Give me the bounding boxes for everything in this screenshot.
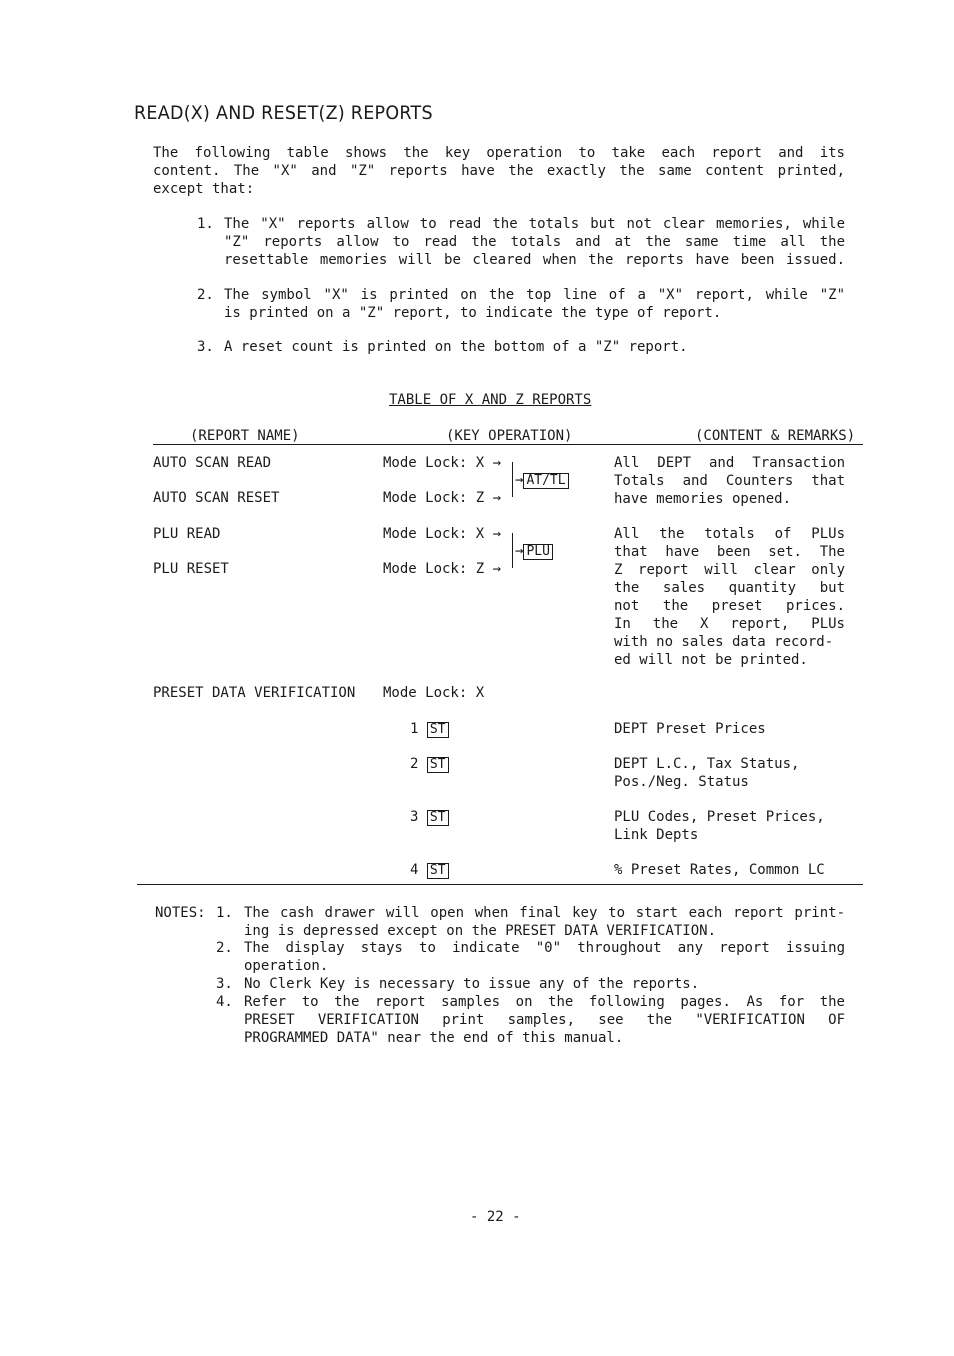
content-plu [614, 525, 845, 669]
list-line: The "X" reports allow to read the totals but not clear memories, while [224, 216, 845, 232]
report-name-plu-read: PLU READ [153, 526, 221, 542]
list-item [197, 215, 845, 269]
list-number: 2. [197, 287, 214, 303]
header-rule [153, 444, 863, 445]
preset-key-2 [410, 755, 449, 773]
st-key-icon: ST [427, 757, 449, 773]
table-title: TABLE OF X AND Z REPORTS [389, 392, 592, 408]
plu-key-icon: PLU [523, 544, 552, 560]
note-item [216, 939, 845, 975]
note-line: The display stays to indicate "0" throughout any report issuing [244, 940, 845, 956]
preset-number: 3 [410, 809, 419, 825]
content-line: All DEPT and Transaction [614, 455, 845, 471]
list-line: The symbol "X" is printed on the top line of a "X" report, while "Z" [224, 287, 845, 303]
preset-number: 2 [410, 756, 419, 772]
content-line: with no sales data record- [614, 634, 834, 650]
preset-content-2 [614, 755, 799, 791]
note-item [216, 975, 845, 993]
content-line: Totals and Counters that [614, 473, 845, 489]
content-line: have memories opened. [614, 491, 792, 507]
key-op-mode-z: Mode Lock: Z → [383, 490, 502, 506]
note-number: 4. [216, 994, 233, 1010]
note-line: PROGRAMMED DATA" near the end of this manual. [244, 1030, 624, 1046]
note-item [216, 993, 845, 1047]
content-line: Z report will clear only [614, 562, 845, 578]
content-line: All the totals of PLUs [614, 526, 845, 542]
content-line: not the preset prices. [614, 598, 845, 614]
list-line: "Z" reports allow to read the totals and at the same time all the [224, 234, 845, 250]
preset-content-1 [614, 720, 766, 738]
content-line: PLU Codes, Preset Prices, [614, 809, 825, 825]
preset-key-3 [410, 808, 449, 826]
key-op-mode-z: Mode Lock: Z → [383, 561, 502, 577]
note-item [216, 904, 845, 940]
list-line: resettable memories will be cleared when the reports have been issued. [224, 252, 845, 268]
preset-content-4 [614, 861, 825, 879]
content-line: ed will not be printed. [614, 652, 808, 668]
content-line: DEPT L.C., Tax Status, [614, 756, 800, 772]
note-line: PRESET VERIFICATION print samples, see the "VERIFICATION OF [244, 1012, 845, 1028]
st-key-icon: ST [427, 722, 449, 738]
page-title: READ(X) AND RESET(Z) REPORTS [134, 102, 433, 124]
preset-number: 4 [410, 862, 419, 878]
report-name-plu-reset: PLU RESET [153, 561, 229, 577]
bracket-connector [512, 462, 513, 497]
content-line: Link Depts [614, 827, 699, 843]
arrow-icon: → [515, 472, 524, 488]
preset-key-4 [410, 861, 449, 879]
report-name-preset-data-verification: PRESET DATA VERIFICATION [153, 685, 356, 701]
list-item [197, 338, 845, 356]
key-op-mode-x: Mode Lock: X → [383, 455, 502, 471]
table-bottom-rule [137, 884, 863, 885]
report-name-auto-scan-reset: AUTO SCAN RESET [153, 490, 280, 506]
preset-key-1 [410, 720, 449, 738]
header-report-name: (REPORT NAME) [190, 428, 300, 444]
preset-content-3 [614, 808, 825, 844]
note-number: 2. [216, 940, 233, 956]
note-line: Refer to the report samples on the following pages. As for the [244, 994, 845, 1010]
list-number: 3. [197, 339, 214, 355]
content-line: that have been set. The [614, 544, 845, 560]
notes-label: NOTES: [155, 905, 206, 921]
header-key-operation: (KEY OPERATION) [446, 428, 573, 444]
report-name-auto-scan-read: AUTO SCAN READ [153, 455, 272, 471]
content-line: DEPT Preset Prices [614, 721, 766, 737]
intro-line: except that: [153, 181, 255, 197]
intro-line: content. The "X" and "Z" reports have the exactly the same content printed, [153, 163, 845, 179]
intro-line: The following table shows the key operation to take each report and its [153, 145, 845, 161]
list-item [197, 286, 845, 322]
content-auto-scan [614, 454, 845, 508]
list-line: A reset count is printed on the bottom of a "Z" report. [224, 339, 688, 355]
note-line: The cash drawer will open when final key to start each report print- [244, 905, 845, 921]
header-content-remarks: (CONTENT & REMARKS) [695, 428, 856, 444]
content-line: Pos./Neg. Status [614, 774, 749, 790]
key-op-plu [515, 542, 553, 560]
st-key-icon: ST [427, 810, 449, 826]
list-number: 1. [197, 216, 214, 232]
preset-number: 1 [410, 721, 419, 737]
intro-paragraph [153, 144, 845, 198]
content-line: % Preset Rates, Common LC [614, 862, 825, 878]
note-line: ing is depressed except on the PRESET DATA VERIFICATION. [244, 923, 717, 939]
key-op-attl [515, 471, 569, 489]
at-tl-key-icon: AT/TL [523, 473, 568, 489]
list-line: is printed on a "Z" report, to indicate the type of report. [224, 305, 722, 321]
st-key-icon: ST [427, 863, 449, 879]
key-op-mode-x: Mode Lock: X → [383, 526, 502, 542]
content-line: the sales quantity but [614, 580, 845, 596]
note-line: operation. [244, 958, 329, 974]
arrow-icon: → [515, 543, 524, 559]
content-line: In the X report, PLUs [614, 616, 845, 632]
key-op-mode-x: Mode Lock: X [383, 685, 485, 701]
note-line: No Clerk Key is necessary to issue any of the reports. [244, 976, 700, 992]
bracket-connector [512, 533, 513, 568]
note-number: 1. [216, 905, 233, 921]
note-number: 3. [216, 976, 233, 992]
page-number: - 22 - [470, 1209, 521, 1225]
